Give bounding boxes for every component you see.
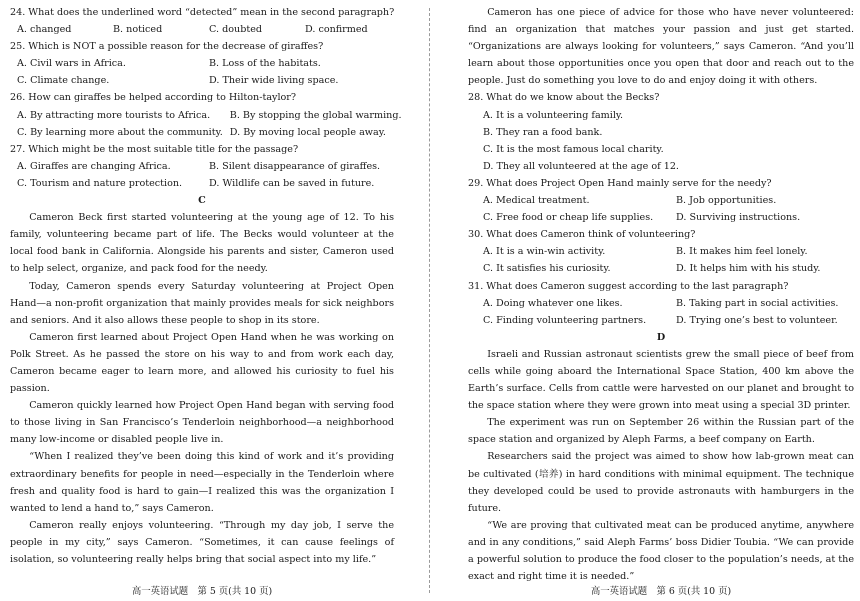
question-stem: 30. What does Cameron think of volunteering? [468, 229, 696, 241]
question-stem: 27. Which might be the most suitable title for the passage? [10, 143, 299, 155]
option: A. Giraffes are changing Africa. [17, 160, 171, 172]
option: B. Loss of the habitats. [209, 58, 321, 70]
option: A. It is a volunteering family. [483, 109, 624, 121]
option: B. Job opportunities. [676, 195, 777, 207]
question [10, 38, 394, 89]
option: D. Wildlife can be saved in future. [209, 177, 375, 189]
option: C. Tourism and nature protection. [17, 177, 183, 189]
question [10, 89, 402, 140]
option: C. Climate change. [17, 75, 110, 87]
page-5-content [10, 4, 402, 568]
question-list-28-31 [468, 89, 854, 328]
option: A. It is a win-win activity. [483, 246, 606, 258]
passage-c [10, 209, 394, 568]
section-label-c: C [198, 195, 206, 207]
option: C. Finding volunteering partners. [483, 314, 647, 326]
option: C. doubted [209, 24, 263, 36]
paragraph: “When I realized they’ve been doing this kind of work and it’s providing extraordinary benefits for people in need—especially in the Tenderloin where fresh and quality food is hard to gain—I realized this was the organization I wanted to lend a hand to,” says Cameron. [10, 451, 394, 514]
question [468, 226, 854, 277]
paragraph: Cameron quickly learned how Project Open Hand began with serving food to those living in San Francisco’s Tenderloin neighborhood—a neighborhood many low-income or disabled people live in. [10, 400, 394, 446]
question-stem: 28. What do we know about the Becks? [468, 92, 660, 104]
passage-c-continued [468, 4, 854, 89]
option: A. By attracting more tourists to Africa. [17, 109, 211, 121]
paragraph: Cameron really enjoys volunteering. “Through my day job, I serve the people in my city,” says Cameron. “Sometimes, it can cause feelings of isolation, so volunteering really helps bring that social aspect into my life.” [10, 519, 394, 565]
option: D. Trying one’s best to volunteer. [676, 314, 838, 326]
option-grid [10, 158, 394, 192]
question-stem: 26. How can giraffes be helped according to Hilton-taylor? [10, 92, 297, 104]
option-grid [468, 107, 854, 175]
question [10, 4, 394, 38]
option: B. They ran a food bank. [483, 126, 603, 138]
option: B. Silent disappearance of giraffes. [209, 160, 381, 172]
option: A. changed [17, 24, 72, 36]
paragraph: Israeli and Russian astronaut scientists grew the small piece of beef from cells while going aboard the International Space Station, 400 km above the Earth’s surface. Cells from cattle were harvested on our planet and brought to the space station where they were grown into meat using a special 3D printer. [468, 348, 854, 412]
option: D. By moving local people away. [229, 126, 386, 138]
page-6-footer: 高一英语试题 第 6 页(共 10 页) [590, 586, 732, 597]
question [10, 141, 394, 192]
option: D. It helps him with his study. [676, 263, 821, 275]
option-grid [468, 243, 854, 277]
option-grid [468, 295, 854, 329]
question [468, 89, 854, 174]
paragraph: “We are proving that cultivated meat can be produced anytime, anywhere and in any conditions,” said Aleph Farms’ boss Didier Toubia. “We can provide a powerful solution to produce the food closer to the population’s needs, at the exact and right time it is needed.” [468, 519, 854, 583]
paragraph: Cameron has one piece of advice for those who have never volunteered: find an organization that matches your passion and just get started. “Organizations are always looking for volunteers,” says Cameron. “And you’ll learn about those opportunities once you open that door and reach out to the people. Just do something you love to do and enjoy doing it with others. [468, 7, 854, 87]
paragraph: Today, Cameron spends every Saturday volunteering at Project Open Hand—a non-profit organization that mainly provides meals for sick neighbors and seniors. And it also allows these people to shop in its store. [10, 280, 394, 326]
option: C. It satisfies his curiosity. [483, 263, 611, 275]
paragraph: Cameron first learned about Project Open Hand when he was working on Polk Street. As he passed the store on his way to and from work each day, Cameron became eager to learn more, and allowed his curiosity to fuel his passion. [10, 331, 394, 395]
passage-d [468, 346, 854, 585]
question [468, 175, 854, 226]
option: B. By stopping the global warming. [229, 109, 402, 121]
option-grid [10, 55, 394, 89]
question-stem: 31. What does Cameron suggest according to the last paragraph? [468, 280, 789, 292]
option-row [10, 21, 394, 38]
option: B. Taking part in social activities. [676, 297, 839, 309]
page-6 [468, 0, 854, 601]
option: B. noticed [113, 24, 163, 36]
option: C. Free food or cheap life supplies. [483, 212, 654, 224]
option: A. Civil wars in Africa. [17, 58, 126, 70]
option: C. It is the most famous local charity. [483, 143, 664, 155]
paragraph: The experiment was run on September 26 within the Russian part of the space station and organized by Aleph Farms, a beef company on Earth. [468, 417, 854, 446]
question-stem: 29. What does Project Open Hand mainly serve for the needy? [468, 177, 772, 189]
page-5 [10, 0, 402, 601]
option: A. Medical treatment. [483, 195, 590, 207]
option: A. Doing whatever one likes. [483, 297, 623, 309]
page-divider [429, 8, 430, 593]
paragraph: Cameron Beck first started volunteering at the young age of 12. To his family, volunteering became part of life. The Becks would volunteer at the local food bank in California. Alongside his parents and sister, Cameron used to help select, organize, and pack food for the needy. [10, 212, 394, 275]
option: D. confirmed [305, 24, 368, 36]
option-grid [10, 107, 402, 141]
question-stem: 25. Which is NOT a possible reason for the decrease of giraffes? [10, 41, 324, 53]
question-list-24-27 [10, 4, 402, 192]
question [468, 278, 854, 329]
option-grid [468, 192, 854, 226]
question-stem: 24. What does the underlined word “detected” mean in the second paragraph? [10, 7, 395, 18]
option: D. Their wide living space. [209, 75, 339, 87]
option: D. They all volunteered at the age of 12. [483, 160, 679, 172]
option: C. By learning more about the community. [17, 126, 223, 138]
page-6-content [468, 4, 854, 585]
option: D. Surviving instructions. [676, 212, 801, 224]
paragraph: Researchers said the project was aimed to show how lab-grown meat can be cultivated (培养) in hard conditions with minimal equipment. The technique they developed could be used to provide astronauts with hamburgers in the future. [468, 451, 854, 514]
section-label-d: D [656, 331, 666, 343]
option: B. It makes him feel lonely. [676, 246, 808, 258]
page-5-footer: 高一英语试题 第 5 页(共 10 页) [131, 586, 273, 597]
